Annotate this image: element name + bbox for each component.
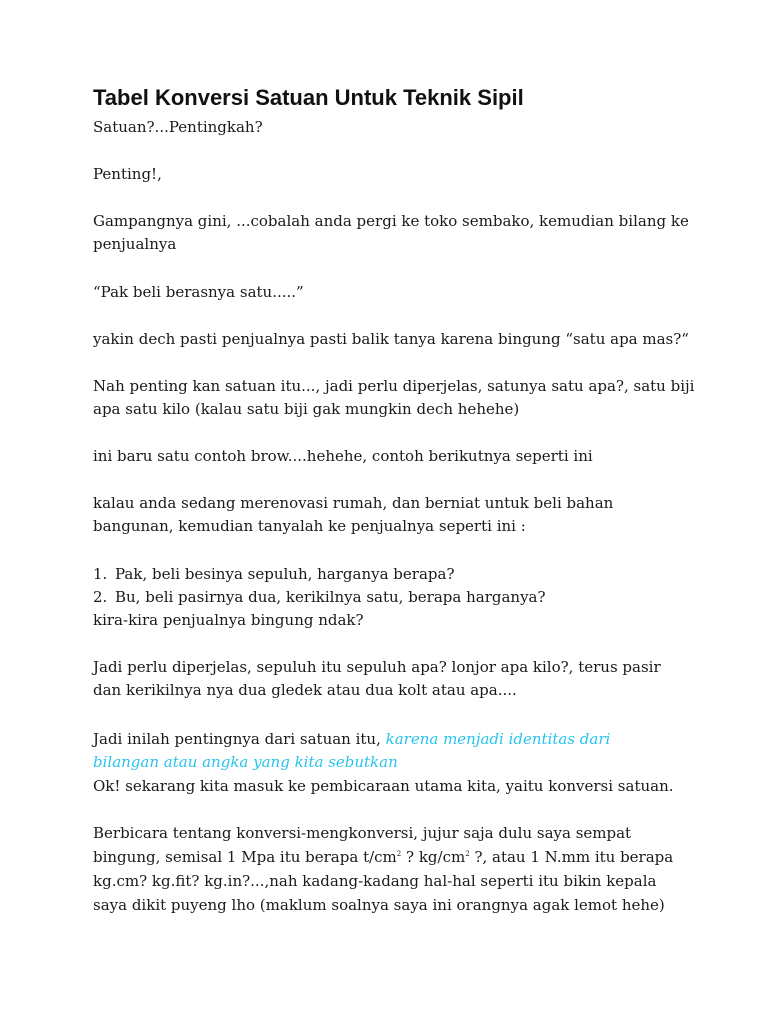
list-item-text: Bu, beli pasirnya dua, kerikilnya satu, berapa harganya?: [115, 588, 546, 606]
list-item-number: 1.: [93, 565, 108, 583]
paragraph-identity-line2: [93, 751, 398, 773]
paragraph-conversion-line1: Berbicara tentang konversi-mengkonversi, jujur saja dulu saya sempat: [93, 824, 632, 842]
paragraph-main-topic: Ok! sekarang kita masuk ke pembicaraan utama kita, yaitu konversi satuan.: [93, 777, 674, 795]
paragraph-answer: Penting!,: [93, 165, 162, 183]
paragraph-seller: yakin dech pasti penjualnya pasti balik tanya karena bingung “satu apa mas?“: [93, 330, 689, 348]
paragraph-renovation-line2: bangunan, kemudian tanyalah ke penjualnya seperti ini :: [93, 517, 526, 535]
document-title: Tabel Konversi Satuan Untuk Teknik Sipil: [93, 85, 524, 110]
paragraph-importance-line1: Nah penting kan satuan itu..., jadi perlu diperjelas, satunya satu apa?, satu biji: [93, 377, 695, 395]
paragraph-conversion-line2: [93, 846, 673, 868]
list-item: [93, 563, 455, 585]
paragraph-question: Satuan?...Pentingkah?: [93, 118, 263, 136]
conversion-text-part: ?, atau 1 N.mm itu berapa: [469, 848, 674, 866]
identity-plain-text: Jadi inilah pentingnya dari satuan itu,: [93, 730, 386, 748]
paragraph-clarify-line2: dan kerikilnya nya dua gledek atau dua kolt atau apa....: [93, 681, 517, 699]
paragraph-conversion-line3: kg.cm? kg.fit? kg.in?...,nah kadang-kadang hal-hal seperti itu bikin kepala: [93, 872, 657, 890]
conversion-text-part: bingung, semisal 1 Mpa itu berapa t/cm: [93, 848, 397, 866]
paragraph-identity-line1: [93, 728, 610, 750]
conversion-text-part: ? kg/cm: [401, 848, 466, 866]
paragraph-next-example: ini baru satu contoh brow....hehehe, contoh berikutnya seperti ini: [93, 447, 593, 465]
paragraph-confused: kira-kira penjualnya bingung ndak?: [93, 611, 364, 629]
identity-highlight-text: bilangan atau angka yang kita sebutkan: [93, 753, 398, 771]
list-item-text: Pak, beli besinya sepuluh, harganya berapa?: [115, 565, 455, 583]
paragraph-conversion-line4: saya dikit puyeng lho (maklum soalnya saya ini orangnya agak lemot hehe): [93, 896, 665, 914]
paragraph-clarify-line1: Jadi perlu diperjelas, sepuluh itu sepuluh apa? lonjor apa kilo?, terus pasir: [93, 658, 661, 676]
paragraph-importance-line2: apa satu kilo (kalau satu biji gak mungkin dech hehehe): [93, 400, 520, 418]
paragraph-example-line2: penjualnya: [93, 235, 177, 253]
list-item: [93, 586, 546, 608]
paragraph-example-line1: Gampangnya gini, ...cobalah anda pergi ke toko sembako, kemudian bilang ke: [93, 212, 689, 230]
paragraph-renovation-line1: kalau anda sedang merenovasi rumah, dan berniat untuk beli bahan: [93, 494, 614, 512]
superscript: 2: [396, 850, 402, 858]
paragraph-quote: “Pak beli berasnya satu.....”: [93, 283, 304, 301]
identity-highlight-text: karena menjadi identitas dari: [385, 730, 611, 748]
list-item-number: 2.: [93, 588, 108, 606]
superscript: 2: [465, 850, 470, 858]
